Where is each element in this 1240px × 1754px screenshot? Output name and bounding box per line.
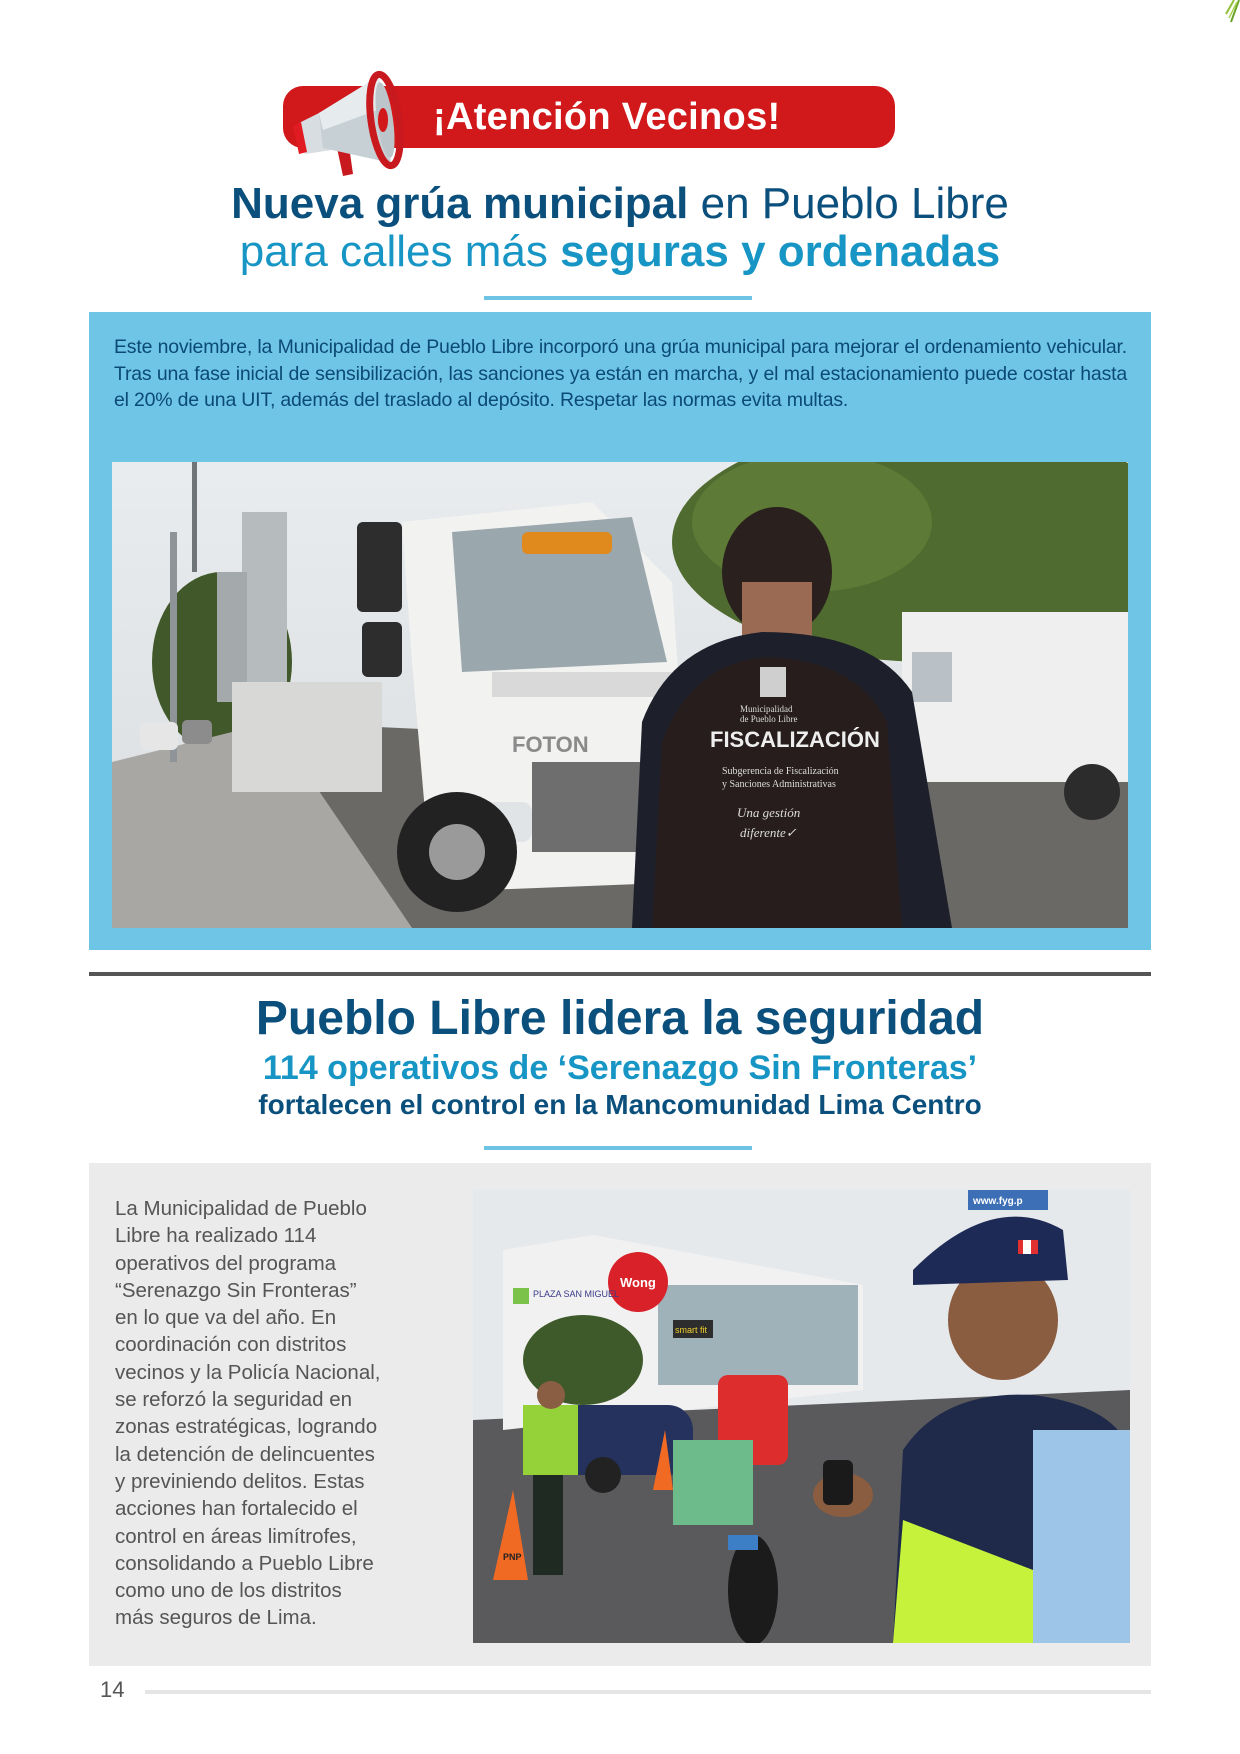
svg-text:de Pueblo Libre: de Pueblo Libre bbox=[740, 714, 798, 724]
title-bold-part: Nueva grúa municipal bbox=[231, 179, 689, 228]
article1-body: Este noviembre, la Municipalidad de Pueblo Libre incorporó una grúa municipal para mejorar el ordenamiento vehicular. Tras una fase inicial de sensibilización, las sanciones ya están en marcha, y el mal estacionamiento puede costar hasta el 20% de una UIT, además del traslado al depósito. Respetar las normas evita multas. bbox=[114, 336, 1127, 411]
body-line: acciones han fortalecido el bbox=[115, 1497, 358, 1521]
article2-subtitle2: fortalecen el control en la Mancomunidad Lima Centro bbox=[258, 1089, 982, 1120]
article2-box bbox=[89, 1163, 1151, 1666]
svg-text:www.fyg.p: www.fyg.p bbox=[973, 1196, 1023, 1207]
tow-truck-photo bbox=[112, 462, 1128, 928]
attention-banner bbox=[283, 86, 895, 148]
body-line: La Municipalidad de Pueblo bbox=[115, 1197, 367, 1220]
body-line: operativos del programa bbox=[115, 1251, 337, 1275]
svg-text:Municipalidad: Municipalidad bbox=[740, 704, 793, 714]
body-line: como uno de los distritos bbox=[115, 1579, 342, 1603]
article1-title-line2 bbox=[0, 226, 1240, 278]
body-line: en lo que va del año. En bbox=[115, 1306, 337, 1330]
serenazgo-operation-photo bbox=[473, 1190, 1130, 1643]
megaphone-icon bbox=[279, 68, 414, 178]
svg-text:Una gestión: Una gestión bbox=[737, 805, 801, 820]
section-divider bbox=[89, 972, 1151, 976]
title-regular-part: para calles más bbox=[239, 227, 561, 276]
body-line: vecinos y la Policía Nacional, bbox=[115, 1360, 381, 1384]
footer-rule bbox=[145, 1690, 1151, 1694]
article2-body bbox=[115, 1195, 455, 1632]
body-line: y previniendo delitos. Estas bbox=[115, 1469, 365, 1493]
leaf-decoration-icon bbox=[1206, 0, 1240, 24]
body-line: coordinación con distritos bbox=[115, 1333, 347, 1357]
body-line: zonas estratégicas, logrando bbox=[115, 1415, 378, 1439]
svg-text:FISCALIZACIÓN: FISCALIZACIÓN bbox=[710, 727, 880, 752]
body-line: consolidando a Pueblo Libre bbox=[115, 1551, 374, 1575]
svg-text:FOTON: FOTON bbox=[512, 732, 589, 757]
body-line: se reforzó la seguridad en bbox=[115, 1388, 353, 1412]
title-underline bbox=[484, 296, 752, 300]
body-line: Libre ha realizado 114 bbox=[115, 1224, 317, 1248]
svg-text:diferente✓: diferente✓ bbox=[740, 825, 797, 840]
body-line: más seguros de Lima. bbox=[115, 1606, 317, 1630]
svg-text:PNP: PNP bbox=[503, 1552, 522, 1562]
banner-label: ¡Atención Vecinos! bbox=[433, 96, 781, 138]
svg-text:y Sanciones Administrativas: y Sanciones Administrativas bbox=[722, 779, 836, 790]
title-regular-part: en Pueblo Libre bbox=[688, 179, 1009, 228]
svg-text:Wong: Wong bbox=[620, 1275, 656, 1290]
article1-box bbox=[89, 312, 1151, 950]
article1-title-line1 bbox=[0, 178, 1240, 230]
title-bold-part: seguras y ordenadas bbox=[560, 227, 1001, 276]
page-number: 14 bbox=[100, 1677, 125, 1702]
svg-text:Subgerencia de Fiscalización: Subgerencia de Fiscalización bbox=[722, 766, 839, 777]
svg-text:smart fit: smart fit bbox=[675, 1325, 708, 1335]
body-line: la detención de delincuentes bbox=[115, 1442, 375, 1466]
title-underline bbox=[484, 1146, 752, 1150]
body-line: control en áreas limítrofes, bbox=[115, 1524, 357, 1548]
article2-subtitle: 114 operativos de ‘Serenazgo Sin Fronteras’ bbox=[262, 1049, 978, 1087]
article2-title: Pueblo Libre lidera la seguridad bbox=[255, 992, 985, 1045]
svg-text:PLAZA SAN MIGUEL: PLAZA SAN MIGUEL bbox=[533, 1289, 620, 1299]
body-line: “Serenazgo Sin Fronteras” bbox=[115, 1278, 357, 1302]
